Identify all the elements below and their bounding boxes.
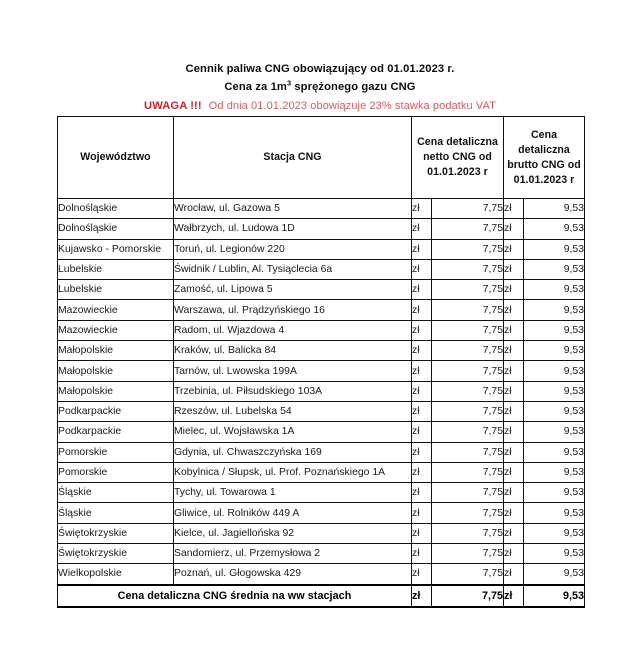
cell-netto-currency: zł [412, 422, 432, 442]
cell-wojewodztwo: Lubelskie [58, 280, 174, 300]
cell-brutto-currency: zł [504, 564, 524, 585]
table-row [58, 564, 585, 585]
average-netto-value: 7,75 [432, 585, 504, 607]
cell-netto-value: 7,75 [432, 544, 504, 564]
page-title: Cennik paliwa CNG obowiązujący od 01.01.2023 r. [185, 63, 455, 75]
cell-stacja: Rzeszów, ul. Lubelska 54 [174, 401, 412, 421]
cell-wojewodztwo: Małopolskie [58, 381, 174, 401]
cell-brutto-currency: zł [504, 401, 524, 421]
cell-brutto-currency: zł [504, 361, 524, 381]
table-row [58, 300, 585, 320]
cell-brutto-currency: zł [504, 483, 524, 503]
cell-netto-currency: zł [412, 219, 432, 239]
cell-brutto-currency: zł [504, 219, 524, 239]
cell-brutto-currency: zł [504, 259, 524, 279]
table-row [58, 483, 585, 503]
cell-stacja: Świdnik / Lublin, Al. Tysiąclecia 6a [174, 259, 412, 279]
subtitle-prefix: Cena za 1m [224, 81, 287, 93]
cell-brutto-value: 9,53 [524, 462, 585, 482]
cell-stacja: Wałbrzych, ul. Ludowa 1D [174, 219, 412, 239]
price-table-container [57, 116, 584, 608]
table-header-row [58, 117, 585, 199]
cell-stacja: Zamość, ul. Lipowa 5 [174, 280, 412, 300]
cng-price-table [57, 116, 585, 608]
cell-brutto-currency: zł [504, 199, 524, 219]
cell-brutto-currency: zł [504, 442, 524, 462]
table-row [58, 401, 585, 421]
cell-stacja: Sandomierz, ul. Przemysłowa 2 [174, 544, 412, 564]
cell-stacja: Kielce, ul. Jagiellońska 92 [174, 523, 412, 543]
cell-netto-currency: zł [412, 401, 432, 421]
cell-brutto-value: 9,53 [524, 401, 585, 421]
cell-netto-value: 7,75 [432, 361, 504, 381]
cell-netto-value: 7,75 [432, 300, 504, 320]
table-body [58, 199, 585, 585]
cell-wojewodztwo: Podkarpackie [58, 401, 174, 421]
table-row [58, 442, 585, 462]
cell-netto-currency: zł [412, 259, 432, 279]
cell-wojewodztwo: Świętokrzyskie [58, 523, 174, 543]
column-header-stacja: Stacja CNG [174, 117, 412, 199]
cell-netto-value: 7,75 [432, 483, 504, 503]
cell-stacja: Gliwice, ul. Rolników 449 A [174, 503, 412, 523]
cell-stacja: Kraków, ul. Balicka 84 [174, 341, 412, 361]
average-price-label: Cena detaliczna CNG średnia na ww stacjach [58, 585, 412, 607]
cell-netto-currency: zł [412, 442, 432, 462]
table-row [58, 280, 585, 300]
table-header [58, 117, 585, 199]
cell-wojewodztwo: Pomorskie [58, 462, 174, 482]
page-subtitle [0, 78, 640, 96]
column-header-brutto [504, 117, 585, 199]
cell-netto-value: 7,75 [432, 503, 504, 523]
table-row [58, 361, 585, 381]
cell-wojewodztwo: Śląskie [58, 483, 174, 503]
cell-stacja: Wrocław, ul. Gazowa 5 [174, 199, 412, 219]
brutto-header-line-1: Cena detaliczna [518, 128, 570, 156]
cell-brutto-currency: zł [504, 320, 524, 340]
cell-wojewodztwo: Mazowieckie [58, 320, 174, 340]
cell-stacja: Tarnów, ul. Lwowska 199A [174, 361, 412, 381]
cell-netto-value: 7,75 [432, 564, 504, 585]
cell-stacja: Radom, ul. Wjazdowa 4 [174, 320, 412, 340]
cell-brutto-value: 9,53 [524, 320, 585, 340]
cell-netto-value: 7,75 [432, 199, 504, 219]
subtitle-suffix: sprężonego gazu CNG [291, 81, 416, 93]
cell-netto-currency: zł [412, 280, 432, 300]
netto-header-line-2: netto CNG od [423, 151, 492, 163]
table-row [58, 544, 585, 564]
table-row [58, 341, 585, 361]
cell-brutto-currency: zł [504, 381, 524, 401]
cell-netto-value: 7,75 [432, 259, 504, 279]
cell-wojewodztwo: Świętokrzyskie [58, 544, 174, 564]
cell-netto-currency: zł [412, 239, 432, 259]
cell-stacja: Gdynia, ul. Chwaszczyńska 169 [174, 442, 412, 462]
cell-netto-currency: zł [412, 544, 432, 564]
document-titles [0, 60, 640, 115]
cell-netto-value: 7,75 [432, 341, 504, 361]
table-row [58, 462, 585, 482]
cell-wojewodztwo: Mazowieckie [58, 300, 174, 320]
cell-netto-currency: zł [412, 381, 432, 401]
cell-netto-currency: zł [412, 483, 432, 503]
cell-netto-currency: zł [412, 503, 432, 523]
cell-brutto-currency: zł [504, 422, 524, 442]
cell-brutto-value: 9,53 [524, 523, 585, 543]
cell-netto-value: 7,75 [432, 442, 504, 462]
cell-brutto-value: 9,53 [524, 381, 585, 401]
cell-stacja: Warszawa, ul. Prądzyńskiego 16 [174, 300, 412, 320]
cell-wojewodztwo: Śląskie [58, 503, 174, 523]
cell-wojewodztwo: Małopolskie [58, 341, 174, 361]
brutto-header-line-2: brutto CNG od [507, 158, 581, 171]
vat-notice [0, 96, 640, 115]
cell-stacja: Trzebinia, ul. Piłsudskiego 103A [174, 381, 412, 401]
brutto-header-line-3: 01.01.2023 r [513, 173, 575, 186]
cell-brutto-currency: zł [504, 462, 524, 482]
cell-brutto-value: 9,53 [524, 503, 585, 523]
cell-netto-currency: zł [412, 462, 432, 482]
average-price-row [58, 585, 585, 607]
average-brutto-currency: zł [504, 585, 524, 607]
cell-brutto-value: 9,53 [524, 564, 585, 585]
cell-netto-value: 7,75 [432, 401, 504, 421]
table-row [58, 219, 585, 239]
cell-wojewodztwo: Kujawsko - Pomorskie [58, 239, 174, 259]
cell-brutto-value: 9,53 [524, 361, 585, 381]
cell-netto-currency: zł [412, 523, 432, 543]
cell-netto-value: 7,75 [432, 239, 504, 259]
cell-brutto-currency: zł [504, 280, 524, 300]
cell-brutto-value: 9,53 [524, 341, 585, 361]
cell-netto-currency: zł [412, 199, 432, 219]
cell-wojewodztwo: Pomorskie [58, 442, 174, 462]
cell-wojewodztwo: Wielkopolskie [58, 564, 174, 585]
cell-brutto-value: 9,53 [524, 280, 585, 300]
cell-netto-value: 7,75 [432, 381, 504, 401]
cell-netto-currency: zł [412, 320, 432, 340]
cell-wojewodztwo: Podkarpackie [58, 422, 174, 442]
cell-wojewodztwo: Małopolskie [58, 361, 174, 381]
cell-stacja: Toruń, ul. Legionów 220 [174, 239, 412, 259]
cell-netto-currency: zł [412, 361, 432, 381]
cell-stacja: Tychy, ul. Towarowa 1 [174, 483, 412, 503]
average-netto-currency: zł [412, 585, 432, 607]
cell-netto-value: 7,75 [432, 422, 504, 442]
average-brutto-value: 9,53 [524, 585, 585, 607]
cell-wojewodztwo: Dolnośląskie [58, 199, 174, 219]
cell-brutto-value: 9,53 [524, 442, 585, 462]
cell-netto-value: 7,75 [432, 523, 504, 543]
cell-netto-currency: zł [412, 564, 432, 585]
notice-warning-text: Od dnia 01.01.2023 obowiązuje 23% stawka podatku VAT [208, 100, 496, 112]
cell-brutto-currency: zł [504, 544, 524, 564]
table-row [58, 503, 585, 523]
cell-wojewodztwo: Dolnośląskie [58, 219, 174, 239]
cell-brutto-currency: zł [504, 300, 524, 320]
table-footer [58, 585, 585, 607]
column-header-wojewodztwo: Województwo [58, 117, 174, 199]
cell-brutto-currency: zł [504, 239, 524, 259]
notice-warning-label: UWAGA !!! [144, 100, 202, 112]
cell-brutto-value: 9,53 [524, 219, 585, 239]
table-row [58, 259, 585, 279]
cell-brutto-currency: zł [504, 503, 524, 523]
subtitle-superscript: 3 [286, 78, 292, 88]
cell-brutto-value: 9,53 [524, 544, 585, 564]
table-row [58, 422, 585, 442]
cell-netto-currency: zł [412, 341, 432, 361]
table-row [58, 381, 585, 401]
cell-netto-currency: zł [412, 300, 432, 320]
cell-stacja: Poznań, ul. Głogowska 429 [174, 564, 412, 585]
cell-brutto-currency: zł [504, 341, 524, 361]
cell-brutto-value: 9,53 [524, 300, 585, 320]
cell-netto-value: 7,75 [432, 219, 504, 239]
table-row [58, 523, 585, 543]
cell-wojewodztwo: Lubelskie [58, 259, 174, 279]
cell-brutto-value: 9,53 [524, 483, 585, 503]
cell-netto-value: 7,75 [432, 320, 504, 340]
cell-netto-value: 7,75 [432, 280, 504, 300]
cell-brutto-value: 9,53 [524, 199, 585, 219]
table-row [58, 239, 585, 259]
column-header-netto [412, 117, 504, 199]
table-row [58, 199, 585, 219]
cell-brutto-currency: zł [504, 523, 524, 543]
cell-brutto-value: 9,53 [524, 259, 585, 279]
netto-header-line-1: Cena detaliczna [417, 136, 498, 148]
netto-header-line-3: 01.01.2023 r [427, 166, 488, 178]
cell-brutto-value: 9,53 [524, 239, 585, 259]
cell-netto-value: 7,75 [432, 462, 504, 482]
cell-stacja: Mielec, ul. Wojsławska 1A [174, 422, 412, 442]
cell-brutto-value: 9,53 [524, 422, 585, 442]
table-row [58, 320, 585, 340]
cell-stacja: Kobylnica / Słupsk, ul. Prof. Poznańskiego 1A [174, 462, 412, 482]
